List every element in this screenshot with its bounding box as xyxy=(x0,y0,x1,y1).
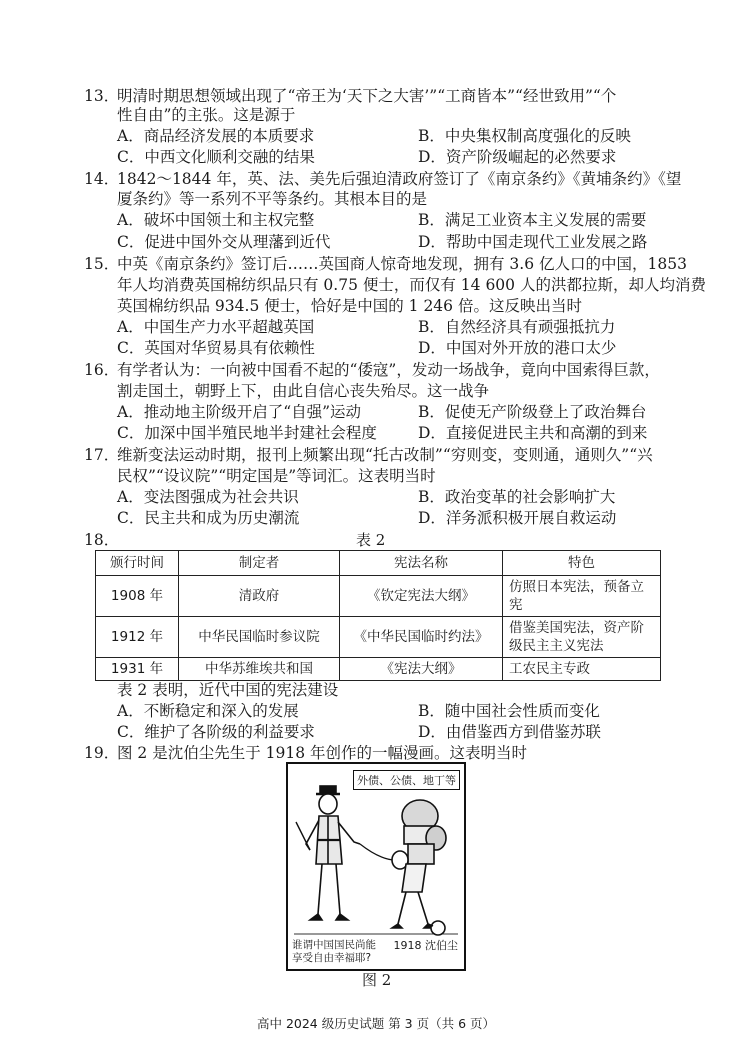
q14-number: 14． xyxy=(84,170,120,188)
q15-option-a: A．中国生产力水平超越英国 xyxy=(117,318,315,336)
table-cell: 1908 年 xyxy=(96,576,179,617)
q18-option-b: B．随中国社会性质而变化 xyxy=(418,702,600,720)
table-row xyxy=(96,576,661,617)
q17-stem-line1: 维新变法运动时期，报刊上频繁出现“托古改制”“穷则变，变则通，通则久”“兴 xyxy=(117,446,653,464)
table-header-row xyxy=(96,551,661,576)
q15-number: 15． xyxy=(84,255,120,273)
figure-caption: 图 2 xyxy=(362,971,392,989)
table-cell: 工农民主专政 xyxy=(503,658,661,681)
q18-stem: 表 2 表明，近代中国的宪法建设 xyxy=(117,681,339,699)
q17-number: 17． xyxy=(84,446,120,464)
table-cell: 中华民国临时参议院 xyxy=(179,617,340,658)
page-footer: 高中 2024 级历史试题 第 3 页（共 6 页） xyxy=(256,1016,496,1031)
table-header-cell: 宪法名称 xyxy=(340,551,503,576)
q13-option-a: A．商品经济发展的本质要求 xyxy=(117,127,315,145)
q13-stem-line1: 明清时期思想领域出现了“帝王为‘天下之大害’”“工商皆本”“经世致用”“个 xyxy=(117,87,617,105)
q19-stem: 图 2 是沈伯尘先生于 1918 年创作的一幅漫画。这表明当时 xyxy=(117,744,528,762)
q14-option-a: A．破坏中国领土和主权完整 xyxy=(117,211,315,229)
q14-option-c: C．促进中国外交从理藩到近代 xyxy=(117,233,331,251)
q13-option-d: D．资产阶级崛起的必然要求 xyxy=(418,148,617,166)
q14-stem-line2: 厦条约》等一系列不平等条约。其根本目的是 xyxy=(117,190,428,208)
q14-option-b: B．满足工业资本主义发展的需要 xyxy=(418,211,647,229)
q13-option-c: C．中西文化顺利交融的结果 xyxy=(117,148,315,166)
q14-stem-line1: 1842～1844 年，英、法、美先后强迫清政府签订了《南京条约》《黄埔条约》《望 xyxy=(117,170,682,188)
q16-stem-line1: 有学者认为：一向被中国看不起的“倭寇”，发动一场战争，竟向中国索得巨款， xyxy=(117,361,660,379)
q16-option-b: B．促使无产阶级登上了政治舞台 xyxy=(418,403,647,421)
q18-number: 18． xyxy=(84,531,120,549)
table-row xyxy=(96,658,661,681)
q16-stem-line2: 割走国土，朝野上下，由此自信心丧失殆尽。这一战争 xyxy=(117,382,490,400)
q17-option-b: B．政治变革的社会影响扩大 xyxy=(418,488,616,506)
cartoon-question-line1: 谁谓中国国民尚能 xyxy=(292,939,376,951)
q15-stem-line3: 英国棉纺织品 934.5 便士，恰好是中国的 1 246 倍。这反映出当时 xyxy=(117,297,582,315)
table-cell: 《钦定宪法大纲》 xyxy=(340,576,503,617)
q17-stem-line2: 民权”“设议院”“明定国是”等词汇。这表明当时 xyxy=(117,467,436,485)
q18-option-c: C．维护了各阶级的利益要求 xyxy=(117,723,315,741)
table-title: 表 2 xyxy=(356,531,386,549)
table-cell: 仿照日本宪法，预备立宪 xyxy=(503,576,661,617)
table-cell: 1931 年 xyxy=(96,658,179,681)
q15-stem-line1: 中英《南京条约》签订后……英国商人惊奇地发现，拥有 3.6 亿人口的中国，1853 xyxy=(117,255,687,273)
q16-option-a: A．推动地主阶级开启了“自强”运动 xyxy=(117,403,362,421)
q16-option-c: C．加深中国半殖民地半封建社会程度 xyxy=(117,424,377,442)
table-header-cell: 制定者 xyxy=(179,551,340,576)
cartoon-question xyxy=(292,939,376,965)
q18-option-a: A．不断稳定和深入的发展 xyxy=(117,702,299,720)
q14-option-d: D．帮助中国走现代工业发展之路 xyxy=(418,233,648,251)
q17-option-a: A．变法图强成为社会共识 xyxy=(117,488,299,506)
q18-option-d: D．由借鉴西方到借鉴苏联 xyxy=(418,723,601,741)
cartoon-figure xyxy=(286,762,466,971)
table-row xyxy=(96,617,661,658)
cartoon-question-line2: 享受自由幸福耶? xyxy=(292,952,372,964)
q15-option-c: C．英国对华贸易具有依赖性 xyxy=(117,339,315,357)
q16-number: 16． xyxy=(84,361,120,379)
table-cell: 清政府 xyxy=(179,576,340,617)
q17-option-c: C．民主共和成为历史潮流 xyxy=(117,509,300,527)
cartoon-caption-box: 外债、公债、地丁等 xyxy=(353,770,460,790)
table-cell: 《宪法大纲》 xyxy=(340,658,503,681)
constitution-table xyxy=(95,550,661,681)
q17-option-d: D．洋务派积极开展自救运动 xyxy=(418,509,617,527)
q13-option-b: B．中央集权制高度强化的反映 xyxy=(418,127,631,145)
table-header-cell: 特色 xyxy=(503,551,661,576)
table-cell: 《中华民国临时约法》 xyxy=(340,617,503,658)
q15-stem-line2: 年人均消费英国棉纺织品只有 0.75 便士，而仅有 14 600 人的洪都拉斯，却人均消费 xyxy=(117,276,706,294)
q15-option-d: D．中国对外开放的港口太少 xyxy=(418,339,617,357)
q13-stem-line2: 性自由”的主张。这是源于 xyxy=(117,106,296,124)
table-cell: 借鉴美国宪法，资产阶级民主主义宪法 xyxy=(503,617,661,658)
table-cell: 中华苏维埃共和国 xyxy=(179,658,340,681)
q16-option-d: D．直接促进民主共和高潮的到来 xyxy=(418,424,648,442)
table-header-cell: 颁行时间 xyxy=(96,551,179,576)
cartoon-signature: 1918 沈伯尘 xyxy=(393,939,458,952)
q15-option-b: B．自然经济具有顽强抵抗力 xyxy=(418,318,616,336)
q13-number: 13． xyxy=(84,87,120,105)
table-cell: 1912 年 xyxy=(96,617,179,658)
q19-number: 19． xyxy=(84,744,120,762)
